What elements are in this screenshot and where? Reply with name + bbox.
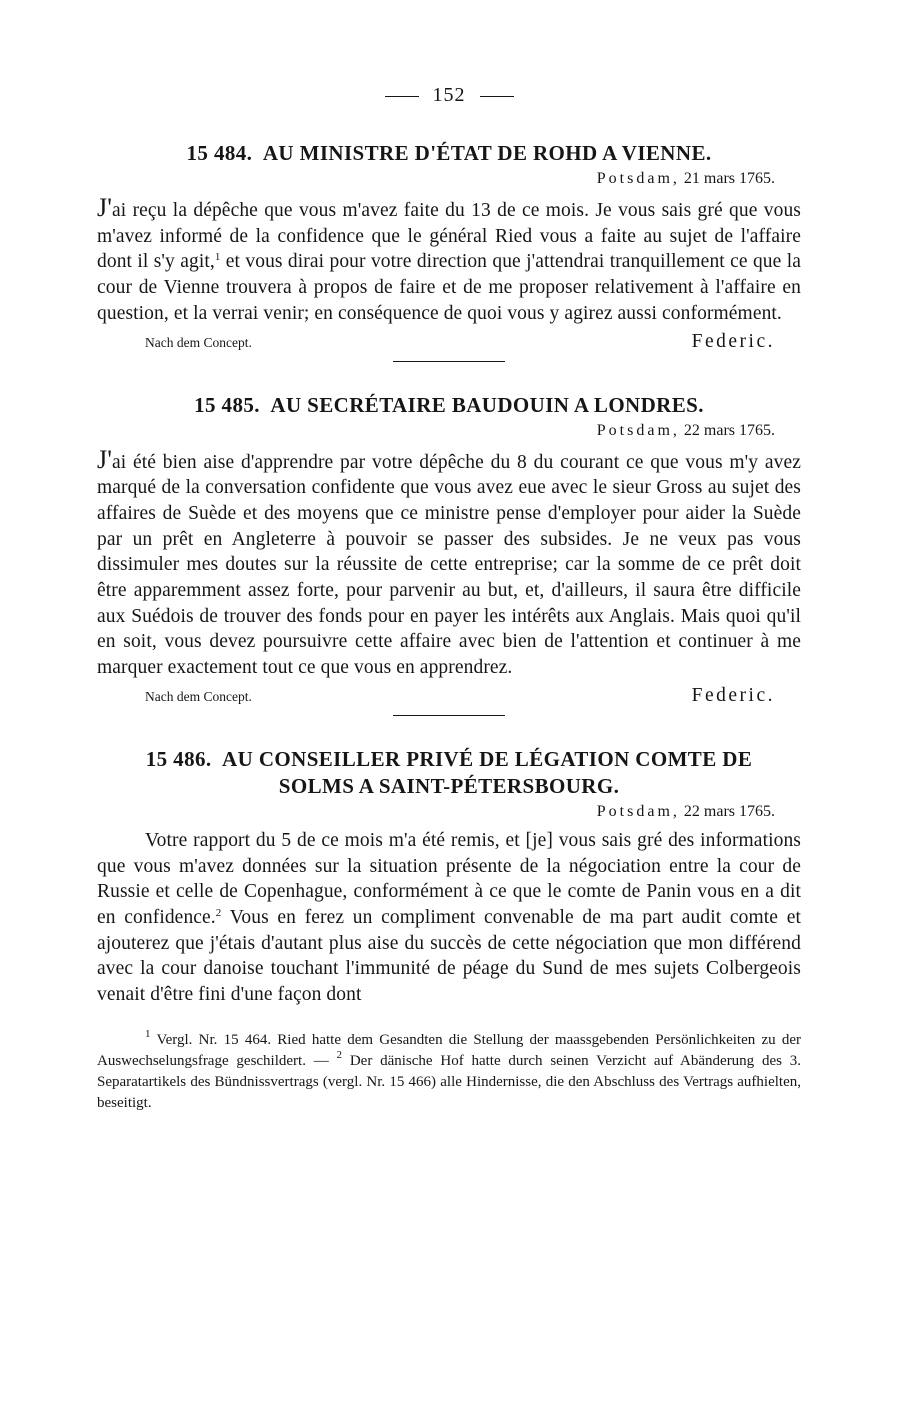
letter-heading	[97, 746, 801, 800]
footnote-text	[97, 1027, 801, 1114]
letter-place: Potsdam,	[596, 170, 680, 187]
page-number-dash-right	[480, 96, 514, 97]
letter-number: 15 485.	[194, 392, 260, 417]
letter-heading	[97, 140, 801, 167]
letter-body	[97, 828, 801, 1008]
letter-source: Nach dem Concept.	[145, 334, 252, 350]
footnote-mark: 1	[145, 1027, 151, 1040]
letter-body	[97, 195, 801, 327]
letter-dateline	[97, 169, 775, 189]
letter-body-text-cont: et vous dirai pour votre direction que j'attendrai tranquillement ce que la cour de Vienne trouvera à propos de faire et de me proposer relativement à l'affaire en question, et la verrai venir; en conséquence de quoi vous y agirez aussi conformément.	[97, 251, 802, 324]
page-number-line	[97, 84, 801, 110]
letter-title: AU SECRÉTAIRE BAUDOUIN A LONDRES.	[270, 392, 704, 417]
letter-place: Potsdam,	[596, 802, 680, 820]
letter-15484	[97, 140, 801, 362]
footnote-reference: 2	[215, 906, 222, 919]
letter-dateline	[97, 421, 775, 441]
footnote-2-text: Der dänische Hof hatte durch seinen Verzicht auf Abänderung des 3. Separatartikels des Bündnissvertrags (vergl. Nr. 15 466) alle Hindernisse, die den Abschluss des Vertrags aufhielten, beseitigt.	[97, 1052, 801, 1111]
footnote-mark: 2	[336, 1048, 343, 1061]
section-divider	[393, 361, 505, 362]
letter-15486	[97, 746, 801, 1008]
letter-number: 15 486.	[145, 746, 212, 771]
page-number: 152	[432, 84, 466, 106]
letter-sign-row	[97, 331, 801, 353]
footnote-reference: 1	[214, 251, 221, 264]
footnote-1-text: Vergl. Nr. 15 464. Ried hatte dem Gesandten die Stellung der maassgebenden Persönlichkeiten zu der Auswechselungsfrage geschildert. —	[97, 1031, 801, 1069]
letter-body-text-cont: Vous en ferez un compliment convenable de ma part audit comte et ajouterez que j'étais d'autant plus aise du succès de cette négociation que mon différend avec la cour danoise touchant l'immunité de péage du Sund de mes sujets Colbergeois venait d'être fini d'une façon dont	[97, 906, 801, 1006]
letter-date: 22 mars 1765.	[683, 421, 775, 439]
letter-date: 22 mars 1765.	[683, 802, 775, 820]
section-divider	[393, 715, 505, 716]
letter-body-text: J'ai reçu la dépêche que vous m'avez faite du 13 de ce mois. Je vous sais gré que vous m'avez informé de la confidence que le général Ried vous a faite au sujet de l'affaire dont il s'y agit,	[97, 193, 801, 273]
letter-body: J'ai été bien aise d'apprendre par votre dépêche du 8 du courant ce que vous m'y avez marqué de la conversation confidente que vous avez eue avec le sieur Gross au sujet des affaires de Suède et des moyens que ce ministre pense d'employer pour aider la Suède par un prêt en Angleterre à pouvoir se passer des subsides. Je ne veux pas vous dissimuler mes doutes sur la réussite de cette entreprise; car la somme de ce prêt doit être apparemment assez forte, pour parvenir au but, et, d'ailleurs, il saura être difficile aux Suédois de trouver des fonds pour en payer les intérêts aux Anglais. Mais quoi qu'il en soit, vous devez poursuivre cette affaire avec bien de l'attention et continuer à me marquer exactement tout ce que vous en apprendrez.	[97, 444, 801, 679]
letter-sign-row	[97, 685, 801, 707]
letter-signature: Federic.	[691, 330, 775, 352]
letter-place: Potsdam,	[596, 421, 680, 439]
page-number-dash-left	[385, 96, 419, 97]
letter-body-text: Votre rapport du 5 de ce mois m'a été remis, et [je] vous sais gré des informations que vous m'avez données sur la situation présente de la négociation entre la cour de Russie et celle de Copenhague, conformément à ce que le comte de Panin vous en a dit en confidence.	[97, 829, 801, 928]
letter-title: AU CONSEILLER PRIVÉ DE LÉGATION COMTE DE SOLMS A SAINT-PÉTERSBOURG.	[222, 746, 753, 798]
letter-heading	[97, 392, 801, 419]
letter-number: 15 484.	[186, 141, 253, 165]
letter-date: 21 mars 1765.	[683, 170, 775, 187]
letter-source: Nach dem Concept.	[145, 688, 252, 704]
letter-signature: Federic.	[691, 684, 775, 706]
letter-title: AU MINISTRE D'ÉTAT DE ROHD A VIENNE.	[262, 141, 712, 165]
footnotes	[97, 1027, 801, 1114]
letter-15485	[97, 392, 801, 716]
document-page	[97, 84, 801, 1114]
letter-dateline	[97, 802, 775, 822]
